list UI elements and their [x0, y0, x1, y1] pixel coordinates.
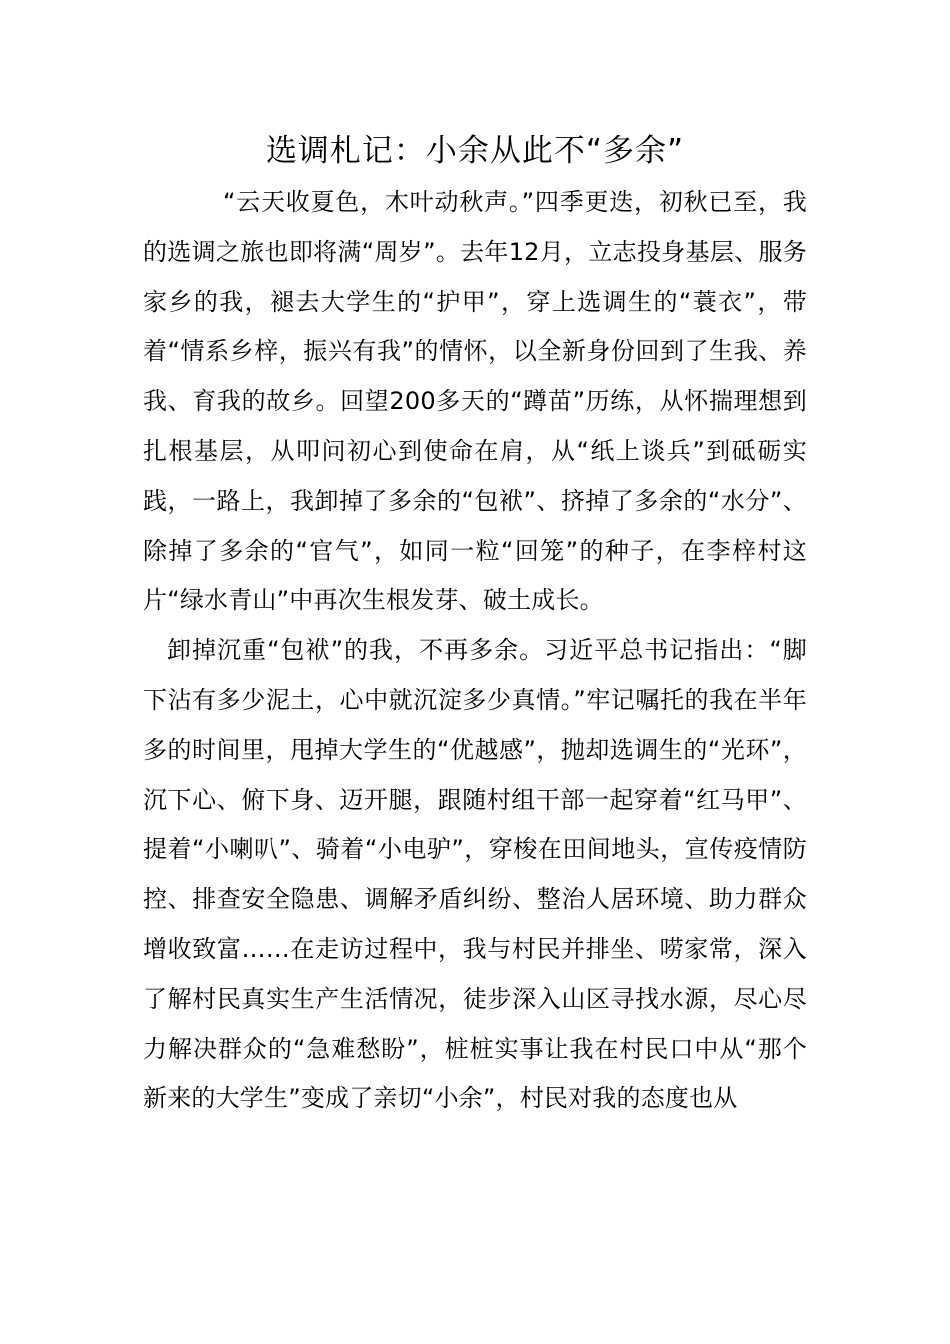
- paragraph-unload-burden: 卸掉沉重“包袱”的我，不再多余。习近平总书记指出：“脚下沾有多少泥土，心中就沉淀多少真情。”牢记嘱托的我在半年多的时间里，甩掉大学生的“优越感”，抛却选调生的“光环”，沉下心、俯下身、迈开腿，跟随村组干部一起穿着“红马甲”、提着“小喇叭”、骑着“小电驴”，穿梭在田间地头，宣传疫情防控、排查安全隐患、调解矛盾纠纷、整治人居环境、助力群众增收致富……在走访过程中，我与村民并排坐、唠家常，深入了解村民真实生产生活情况，徒步深入山区寻找水源，尽心尽力解决群众的“急难愁盼”，桩桩实事让我在村民口中从“那个新来的大学生”变成了亲切“小余”，村民对我的态度也从: [143, 636, 807, 1113]
- paragraph-intro: “云天收夏色，木叶动秋声。”四季更迭，初秋已至，我的选调之旅也即将满“周岁”。去年12月，立志投身基层、服务家乡的我，褪去大学生的“护甲”，穿上选调生的“蓑衣”，带着“情系乡梓，振兴有我”的情怀，以全新身份回到了生我、养我、育我的故乡。回望200多天的“蹲苗”历练，从怀揣理想到扎根基层，从叩问初心到使命在肩，从“纸上谈兵”到砥砺实践，一路上，我卸掉了多余的“包袱”、挤掉了多余的“水分”、除掉了多余的“官气”，如同一粒“回笼”的种子，在李梓村这片“绿水青山”中再次生根发芽、破土成长。: [143, 188, 807, 615]
- article-body: [143, 124, 807, 1124]
- article-title: 选调札记：小余从此不“多余”: [265, 133, 685, 169]
